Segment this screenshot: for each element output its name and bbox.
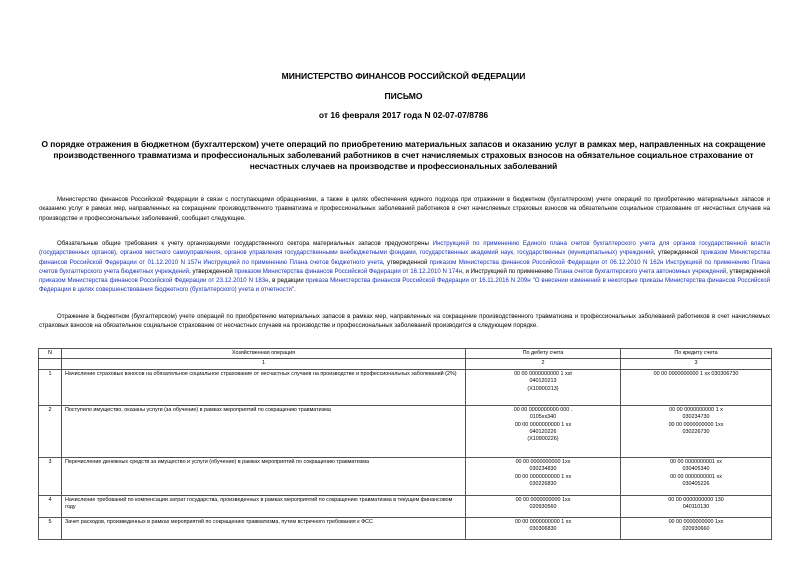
para2-text: , утвержденной bbox=[382, 258, 430, 266]
credit-line: 00 00 0000000000 1 xx 030306730 bbox=[653, 370, 739, 377]
operations-table bbox=[38, 348, 772, 540]
para2-text: , в редакции bbox=[268, 277, 306, 285]
debit-line: 00 00 0000000000 1xx bbox=[515, 496, 571, 503]
row-operation: Поступило имущество, оказаны услуги (за обучение) в рамках мероприятий по сокращению травматизма bbox=[62, 405, 466, 457]
credit-line: 00 00 0000000000 130 bbox=[668, 496, 724, 503]
link-order-162n[interactable]: приказом Министерства финансов Российской Федерации от 06.12.2010 N 162н bbox=[429, 258, 664, 266]
debit-line: 00 00 0000000000 1 xx bbox=[514, 473, 572, 480]
debit-line: (X10900226) bbox=[527, 436, 559, 443]
row-number: 5 bbox=[39, 517, 62, 539]
row-operation: Зачет расходов, произведенных в рамках мероприятий по сокращению травматизма, путем встречного требования к ФСС bbox=[62, 517, 466, 539]
colnum-2: 2 bbox=[466, 359, 621, 369]
para2-text: , утвержденной bbox=[653, 249, 701, 257]
credit-line: 00 00 0000000000 1 x bbox=[669, 406, 723, 413]
link-order-157n[interactable]: приказом Министерства финансов Российской Федерации от 01.12.2010 N 157н bbox=[39, 249, 770, 266]
credit-line: 030234730 bbox=[682, 414, 710, 421]
debit-line: 00 00 0000000000 000 . bbox=[513, 406, 573, 413]
row-debit bbox=[466, 405, 621, 457]
credit-line: 030226730 bbox=[682, 429, 710, 436]
row-operation: Начисление страховых взносов на обязательное социальное страхование от несчастных случаев на производстве и профессиональных заболеваний (2%) bbox=[62, 369, 466, 405]
credit-line: 030405226 bbox=[682, 481, 710, 488]
row-operation: Перечисление денежных средств за имущество и услуги (обучение) в рамках мероприятий по сокращению травматизма bbox=[62, 457, 466, 495]
header-debit: По дебету счета bbox=[466, 349, 621, 359]
credit-line: 00 00 0000000001 xx bbox=[670, 473, 722, 480]
row-operation: Начисление требований по компенсации затрат государства, произведенных в рамках мероприятий по сокращению травматизма в текущем финансовом году bbox=[62, 495, 466, 517]
row-credit bbox=[621, 457, 772, 495]
table-row bbox=[39, 457, 772, 495]
row-credit bbox=[621, 405, 772, 457]
row-debit bbox=[466, 517, 621, 539]
table-row bbox=[39, 495, 772, 517]
credit-line: 040110130 bbox=[682, 504, 710, 511]
row-credit bbox=[621, 517, 772, 539]
debit-line: 00 00 0000000000 1 xxt bbox=[514, 370, 572, 377]
paragraph-procedure: Отражение в бюджетном (бухгалтерском) учете операций по приобретению материальных запасов в рамках мер, направленных на сокращение производственного травматизма и профессиональных заболеваний работников в счет начисляемых страховых взносов на обязательное социальное страхование от несчастных случаев на производстве и профессиональных заболеваний производится в следующем порядке. bbox=[39, 313, 770, 330]
document-date-number: от 16 февраля 2017 года N 02-07-07/8786 bbox=[318, 110, 489, 120]
credit-line: 030405340 bbox=[682, 466, 710, 473]
ministry-name: МИНИСТЕРСТВО ФИНАНСОВ РОССИЙСКОЙ ФЕДЕРАЦИИ bbox=[281, 71, 526, 81]
colnum-1: 1 bbox=[62, 359, 466, 369]
table-column-numbers-row bbox=[39, 359, 772, 369]
credit-line: 020930660 bbox=[682, 526, 710, 533]
header-n: N bbox=[39, 349, 62, 359]
debit-line: 030234830 bbox=[529, 466, 557, 473]
document-type: ПИСЬМО bbox=[384, 91, 423, 101]
row-debit bbox=[466, 495, 621, 517]
table-header-row bbox=[39, 349, 772, 359]
debit-line: 020930560 bbox=[529, 504, 557, 511]
colnum-3: 3 bbox=[621, 359, 772, 369]
link-order-209n[interactable]: приказа Министерства финансов Российской Федерации от 16.11.2016 N 209н "О внесении изменений в некоторые приказы Министерства финансов Российской Федерации в целях совершенствования бюджетного (бухгалтерского) учета и отчетности" bbox=[39, 277, 771, 294]
debit-line: 0105xx340 bbox=[529, 414, 557, 421]
link-instruction-budget-accounts[interactable]: Инструкцией по применению Плана счетов бюджетного учета bbox=[203, 258, 383, 266]
row-credit bbox=[621, 369, 772, 405]
link-instruction-budget-institutions[interactable]: Инструкцией по применению Плана счетов бухгалтерского учета бюджетных учреждений bbox=[39, 258, 770, 275]
debit-line: 030226830 bbox=[529, 481, 557, 488]
table-row bbox=[39, 517, 772, 539]
paragraph-intro: Министерство финансов Российской Федерации в связи с поступающими обращениями, а также в целях обеспечения единого подхода при отражении в бюджетном (бухгалтерском) учете операций по приобретению материальных запасов и оказанию услуг в рамках мер, направленных на сокращение производственного травматизма и профессиональных заболеваний работников в счет начисляемых страховых взносов на обязательное социальное страхование от несчастных случаев на производстве и профессиональных заболеваний, сообщает следующее. bbox=[39, 196, 770, 222]
para2-text: , утвержденной bbox=[189, 267, 235, 275]
row-number: 3 bbox=[39, 457, 62, 495]
table-row bbox=[39, 369, 772, 405]
row-debit bbox=[466, 457, 621, 495]
debit-line: 040120213 bbox=[529, 378, 557, 385]
link-order-174n[interactable]: приказом Министерства финансов Российской Федерации от 16.12.2010 N 174н bbox=[234, 267, 463, 275]
paragraph-requirements bbox=[39, 239, 770, 295]
para2-text: . bbox=[294, 286, 296, 294]
debit-line: 030306830 bbox=[529, 526, 557, 533]
link-instruction-157n[interactable]: Инструкцией по применению Единого плана счетов бухгалтерского учета для органов государственной власти (государственных органов), органов местного самоуправления, органов управления государственными внебюджетными фондами, государственных академий наук, государственных (муниципальных) учреждений bbox=[39, 240, 770, 257]
header-operation: Хозяйственная операция bbox=[62, 349, 466, 359]
colnum-empty bbox=[39, 359, 62, 369]
row-number: 4 bbox=[39, 495, 62, 517]
para2-text: , и Инструкцией по применению bbox=[462, 267, 555, 275]
debit-line: 00 00 0000000000 1 xx bbox=[514, 421, 572, 428]
debit-line: (X10900213) bbox=[527, 385, 559, 392]
credit-line: 00 00 0000000000 1xx bbox=[668, 421, 724, 428]
row-credit bbox=[621, 495, 772, 517]
debit-line: 00 00 0000000000 1xx bbox=[515, 458, 571, 465]
link-order-183n[interactable]: приказом Министерства финансов Российской Федерации от 23.12.2010 N 183н bbox=[39, 277, 269, 285]
row-debit bbox=[466, 369, 621, 405]
link-plan-autonomous[interactable]: Плана счетов бухгалтерского учета автономных учреждений bbox=[554, 267, 727, 275]
debit-line: 040120226 bbox=[529, 429, 557, 436]
para2-text: Обязательные общие требования к учету организациями государственного сектора материальных запасов предусмотрены bbox=[57, 240, 433, 247]
para2-text: , утвержденной bbox=[726, 267, 770, 275]
document-title: О порядке отражения в бюджетном (бухгалтерском) учете операций по приобретению материальных запасов и оказанию услуг в рамках мер, направленных на сокращение производственного травматизма и профессиональных заболеваний работников в счет начисляемых страховых взносов на обязательное социальное страхование от несчастных случаев на производстве и профессиональных заболеваний bbox=[41, 139, 766, 171]
credit-line: 00 00 0000000001 xx bbox=[670, 458, 722, 465]
header-credit: По кредиту счета bbox=[621, 349, 772, 359]
table-row bbox=[39, 405, 772, 457]
row-number: 2 bbox=[39, 405, 62, 457]
debit-line: 00 00 0000000000 1 xx bbox=[514, 518, 572, 525]
row-number: 1 bbox=[39, 369, 62, 405]
credit-line: 00 00 0000000000 1xx bbox=[668, 518, 724, 525]
